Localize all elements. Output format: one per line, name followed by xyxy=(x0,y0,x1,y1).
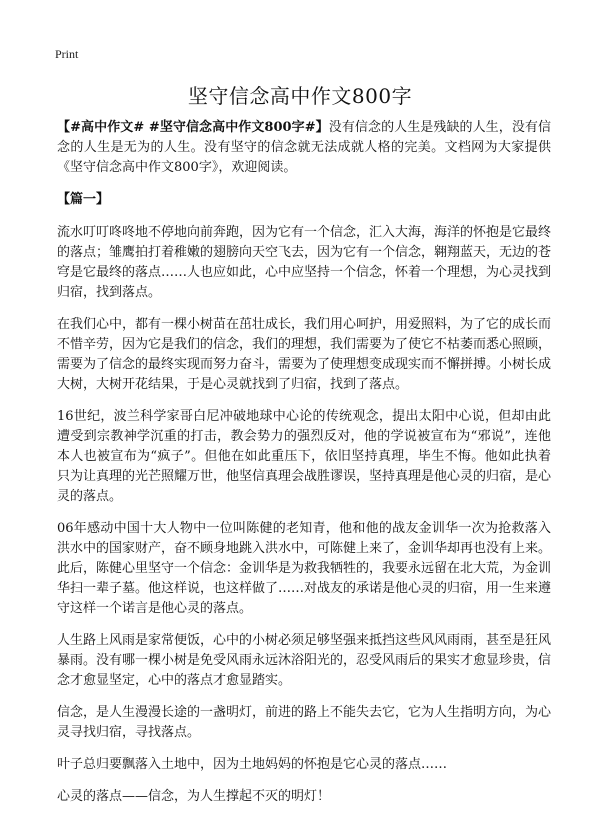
page-title: 坚守信念高中作文800字 xyxy=(187,84,413,108)
article-paragraph: 16世纪，波兰科学家哥白尼冲破地球中心论的传统观念，提出太阳中心说，但却由此遭受到宗教神学沉重的打击，教会势力的强烈反对，他的学说被宣布为“邪说”，连他本人也被宣布为“疯子”。但他在如此重压下，依旧坚持真理，毕生不悔。他如此执着只为让真理的光芒照耀万世，他坚信真理会战胜谬误，坚持真理是他心灵的归宿，是心灵的落点。 xyxy=(57,409,552,504)
print-link[interactable]: Print xyxy=(55,47,79,61)
article-paragraph: 流水叮叮咚咚地不停地向前奔跑，因为它有一个信念，汇入大海，海洋的怀抱是它最终的落点；雏鹰拍打着稚嫩的翅膀向天空飞去，因为它有一个信念，翱翔蓝天，无边的苍穹是它最终的落点……人也应如此，心中应坚持一个信念，怀着一个理想，为心灵找到归宿，找到落点。 xyxy=(57,225,552,300)
article-paragraph: 心灵的落点——信念，为人生撑起不灭的明灯！ xyxy=(57,789,331,804)
article-paragraph: 在我们心中，都有一棵小树苗在茁壮成长，我们用心呵护，用爱照料，为了它的成长而不惜辛劳，因为它是我们的信念，我们的理想，我们需要为了使它不枯萎而悉心照顾，需要为了信念的最终实现而努力奋斗，需要为了使理想变成现实而不懈拼搏。小树长成大树，大树开花结果，于是心灵就找到了归宿，找到了落点。 xyxy=(57,317,552,392)
article-paragraph: 人生路上风雨是家常便饭，心中的小树必须足够坚强来抵挡这些风风雨雨，甚至是狂风暴雨。没有哪一棵小树是免受风雨永远沐浴阳光的，忍受风雨后的果实才愈显珍贵，信念才愈显坚定，心中的落点才愈显踏实。 xyxy=(57,633,552,688)
article-paragraph: 叶子总归要飘落入土地中，因为土地妈妈的怀抱是它心灵的落点…… xyxy=(57,757,448,772)
article-body xyxy=(57,118,551,819)
article-paragraph: 06年感动中国十大人物中一位叫陈健的老知青，他和他的战友金训华一次为抢救落入洪水中的国家财产，奋不顾身地跳入洪水中，可陈健上来了，金训华却再也没有上来。此后，陈健心里坚守一个信念：金训华是为救我牺牲的，我要永远留在北大荒，为金训华扫一辈子墓。他这样说，也这样做了……对战友的承诺是他心灵的归宿，用一生来遵守这样一个诺言是他心灵的落点。 xyxy=(57,521,552,616)
article-tags: 【#高中作文# #坚守信念高中作文800字#】 xyxy=(57,120,329,135)
article-paragraph: 信念，是人生漫漫长途的一盏明灯，前进的路上不能失去它，它为人生指明方向，为心灵寻找归宿，寻找落点。 xyxy=(57,705,552,740)
intro-text: 没有信念的人生是残缺的人生，没有信念的人生是无为的人生。没有坚守的信念就无法成就人格的完美。文档网为大家提供《坚守信念高中作文800字》，欢迎阅读。 xyxy=(57,120,551,175)
intro-paragraph xyxy=(57,118,551,178)
section-heading: 【篇一】 xyxy=(57,192,110,207)
